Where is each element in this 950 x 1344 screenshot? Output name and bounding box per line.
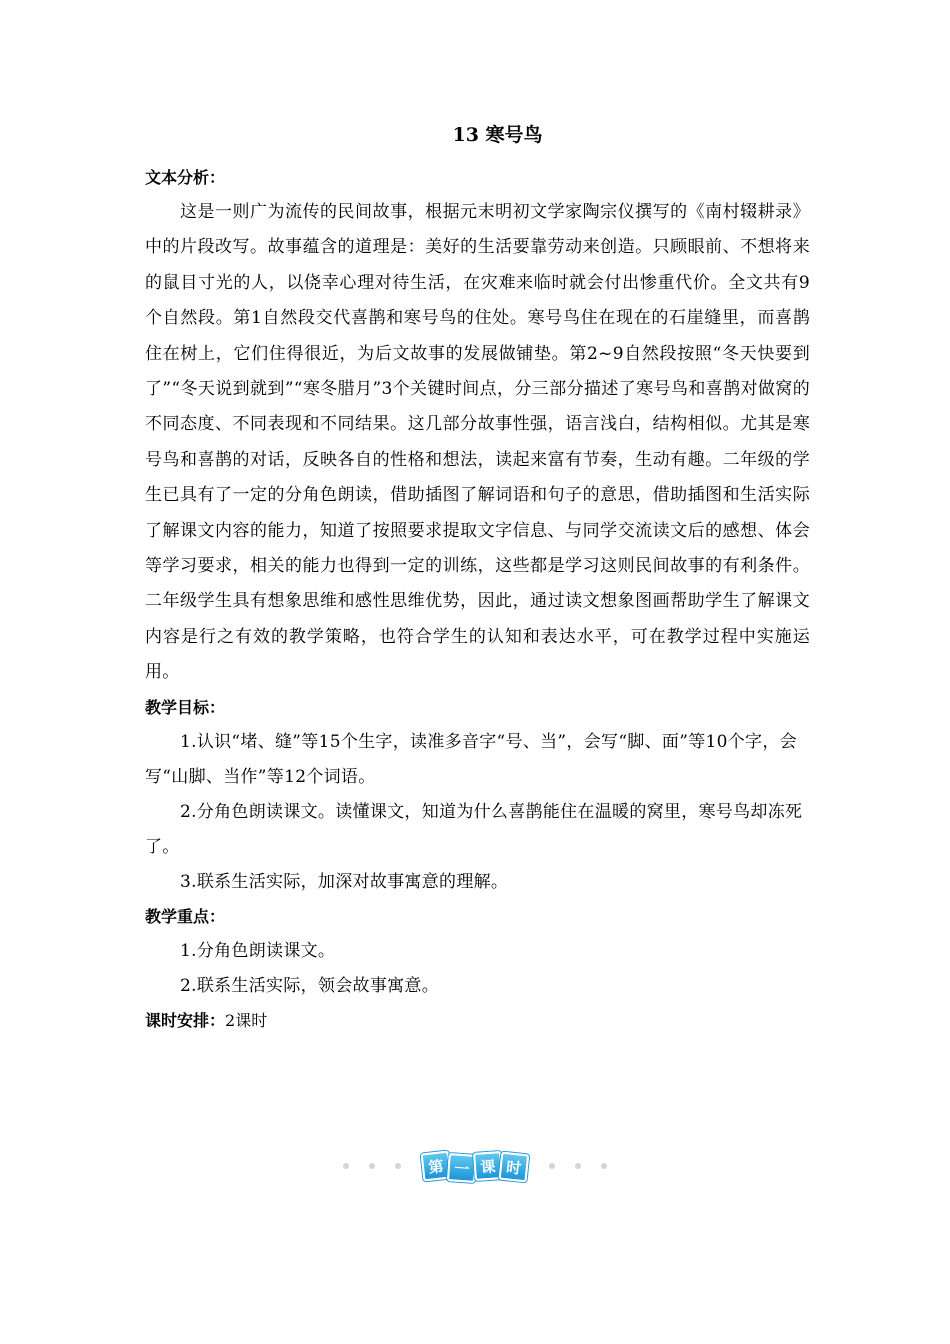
goals-heading: 教学目标： (145, 697, 226, 717)
decorative-dot (575, 1163, 581, 1169)
lesson-tile: 时 (499, 1152, 530, 1183)
decorative-dot (343, 1163, 349, 1169)
lesson-tiles (423, 1152, 527, 1180)
analysis-paragraph: 这是一则广为流传的民间故事，根据元末明初文学家陶宗仪撰写的《南村辍耕录》中的片段改写。故事蕴含的道理是：美好的生活要靠劳动来创造。只顾眼前、不想将来的鼠目寸光的人，以侥幸心理对待生活，在灾难来临时就会付出惨重代价。全文共有9个自然段。第1自然段交代喜鹊和寒号鸟的住处。寒号鸟住在现在的石崖缝里，而喜鹊住在树上，它们住得很近，为后文故事的发展做铺垫。第2~9自然段按照“冬天快要到了”“冬天说到就到”“寒冬腊月”3个关键时间点，分三部分描述了寒号鸟和喜鹊对做窝的不同态度、不同表现和不同结果。这几部分故事性强，语言浅白，结构相似。尤其是寒号鸟和喜鹊的对话，反映各自的性格和想法，读起来富有节奏，生动有趣。二年级的学生已具有了一定的分角色朗读，借助插图了解词语和句子的意思，借助插图和生活实际了解课文内容的能力，知道了按照要求提取文字信息、与同学交流读文后的感想、体会等学习要求，相关的能力也得到一定的训练，这些都是学习这则民间故事的有利条件。二年级学生具有想象思维和感性思维优势，因此，通过读文想象图画帮助学生了解课文内容是行之有效的教学策略，也符合学生的认知和表达水平，可在教学过程中实施运用。 (145, 202, 810, 683)
decorative-dot (395, 1163, 401, 1169)
lesson-tile: 第 (421, 1151, 452, 1182)
decorative-dot (549, 1163, 555, 1169)
focus-item: 2.联系生活实际，领会故事寓意。 (180, 975, 440, 996)
document-page (145, 120, 810, 1038)
lesson-banner (0, 1150, 950, 1182)
decorative-dot (601, 1163, 607, 1169)
focus-heading: 教学重点： (145, 906, 226, 926)
focus-item: 1.分角色朗读课文。 (180, 940, 336, 961)
lesson-tile: 一 (447, 1153, 477, 1183)
schedule-label: 课时安排： (145, 1010, 226, 1030)
page-title: 13 寒号鸟 (452, 124, 543, 146)
decorative-dot (369, 1163, 375, 1169)
schedule-value: 2课时 (225, 1010, 268, 1030)
goal-item: 3.联系生活实际，加深对故事寓意的理解。 (180, 871, 509, 892)
lesson-tile: 课 (473, 1151, 503, 1181)
goal-item: 1.认识“堵、缝”等15个生字，读准多音字“号、当”，会写“脚、面”等10个字，会写“山脚、当作”等12个词语。 (145, 731, 797, 787)
goal-item: 2.分角色朗读课文。读懂课文，知道为什么喜鹊能住在温暖的窝里，寒号鸟却冻死了。 (145, 801, 803, 857)
analysis-heading: 文本分析： (145, 168, 226, 187)
schedule-line (145, 1004, 810, 1038)
